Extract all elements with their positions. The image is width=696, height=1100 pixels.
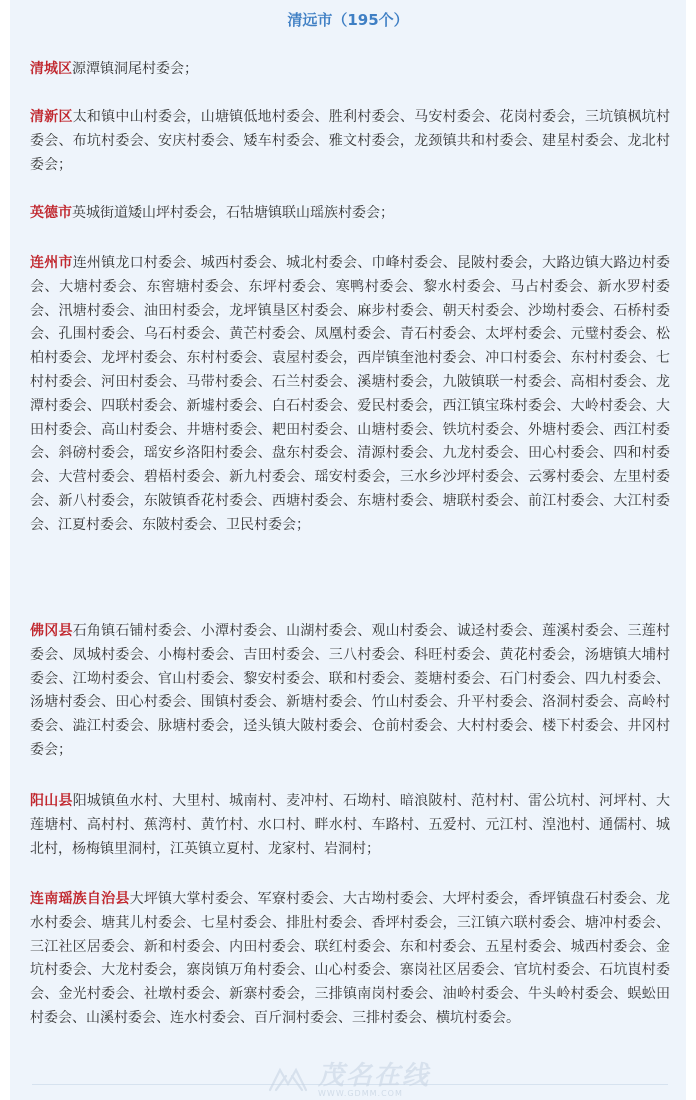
watermark-logo-icon xyxy=(266,1064,312,1094)
district-name: 清城区 xyxy=(30,61,72,77)
section-yangshan xyxy=(30,790,670,861)
district-villages: 大坪镇大掌村委会、军寮村委会、大古坳村委会、大坪村委会，香坪镇盘石村委会、龙水村委会、塘萁儿村委会、七星村委会、排肚村委会、香坪村委会，三江镇六联村委会、塘冲村委会、三江社区居委会、新和村委会、内田村委会、联红村委会、东和村委会、五星村委会、城西村委会、金坑村委会、大龙村委会，寨岗镇万角村委会、山心村委会、寨岗社区居委会、官坑村委会、石坑崀村委会、金光村委会、社墩村委会、新寨村委会，三排镇南岗村委会、油岭村委会、牛头岭村委会、蜈蚣田村委会、山溪村委会、连水村委会、百斤洞村委会、三排村委会、横坑村委会。 xyxy=(30,891,671,1026)
section-liannan xyxy=(30,888,670,1031)
section-qingcheng xyxy=(30,58,670,82)
section-qingxin xyxy=(30,106,670,177)
district-name: 清新区 xyxy=(30,109,73,125)
watermark-text: 茂名在线 xyxy=(318,1061,431,1091)
district-name: 阳山县 xyxy=(30,793,73,809)
district-villages: 太和镇中山村委会，山塘镇低地村委会、胜利村委会、马安村委会、花岗村委会，三坑镇枫坑村委会、布坑村委会、安庆村委会、矮车村委会、雅文村委会，龙颈镇共和村委会、建星村委会、龙北村委会； xyxy=(30,109,671,173)
page-title: 清远市（195个） xyxy=(287,11,409,29)
section-yingde xyxy=(30,202,670,226)
watermark-url: WWW.GDMM.COM xyxy=(318,1089,403,1098)
district-villages: 阳城镇鱼水村、大里村、城南村、麦冲村、石坳村、暗浪陂村、范村村、雷公坑村、河坪村、大莲塘村、高村村、蕉湾村、黄竹村、水口村、畔水村、车路村、五爱村、元江村、湟池村、通儒村、城北村，杨梅镇里洞村，江英镇立夏村、龙家村、岩洞村； xyxy=(30,793,671,857)
district-name: 连州市 xyxy=(30,255,73,271)
district-villages: 连州镇龙口村委会、城西村委会、城北村委会、巾峰村委会、昆陂村委会，大路边镇大路边村委会、大塘村委会、东窖塘村委会、东坪村委会、寒鸭村委会、黎水村委会、马占村委会、新水罗村委会、汛塘村委会、油田村委会，龙坪镇垦区村委会、麻步村委会、朝天村委会、沙坳村委会、石桥村委会、孔围村委会、乌石村委会、黄芒村委会、凤凰村委会、青石村委会、太坪村委会、元璧村委会、松柏村委会、龙坪村委会、东村村委会、袁屋村委会，西岸镇奎池村委会、冲口村委会、东村村委会、七村村委会、河田村委会、马带村委会、石兰村委会、溪塘村委会，九陂镇联一村委会、高相村委会、龙潭村委会、四联村委会、新墟村委会、白石村委会、爱民村委会，西江镇宝珠村委会、大岭村委会、大田村委会、高山村委会、井塘村委会、耙田村委会、山塘村委会、铁坑村委会、外塘村委会、西江村委会、斜磅村委会，瑶安乡洛阳村委会、盘东村委会、清源村委会、九龙村委会、田心村委会、四和村委会、大营村委会、碧梧村委会、新九村委会、瑶安村委会，三水乡沙坪村委会、云雾村委会、左里村委会、新八村委会，东陂镇香花村委会、西塘村委会、东塘村委会、塘联村委会、前江村委会、大江村委会、江夏村委会、东陂村委会、卫民村委会； xyxy=(30,255,671,533)
district-villages: 英城街道矮山坪村委会，石牯塘镇联山瑶族村委会； xyxy=(72,205,394,221)
district-villages: 源潭镇洞尾村委会； xyxy=(72,61,198,77)
district-name: 连南瑶族自治县 xyxy=(30,891,130,907)
watermark xyxy=(266,1062,466,1098)
content-panel xyxy=(10,0,686,1100)
district-name: 佛冈县 xyxy=(30,623,73,639)
district-name: 英德市 xyxy=(30,205,72,221)
section-fogang xyxy=(30,620,670,763)
section-lianzhou xyxy=(30,252,670,538)
district-villages: 石角镇石铺村委会、小潭村委会、山湖村委会、观山村委会、诚迳村委会、莲溪村委会、三莲村委会、凤城村委会、小梅村委会、吉田村委会、三八村委会、科旺村委会、黄花村委会，汤塘镇大埔村委会、江坳村委会、官山村委会、黎安村委会、联和村委会、菱塘村委会、石门村委会、四九村委会、汤塘村委会、田心村委会、围镇村委会、新塘村委会、竹山村委会、升平村委会、洛洞村委会、高岭村委会、澁江村委会、脉塘村委会，迳头镇大陂村委会、仓前村委会、大村村委会、楼下村委会、井冈村委会； xyxy=(30,623,671,758)
